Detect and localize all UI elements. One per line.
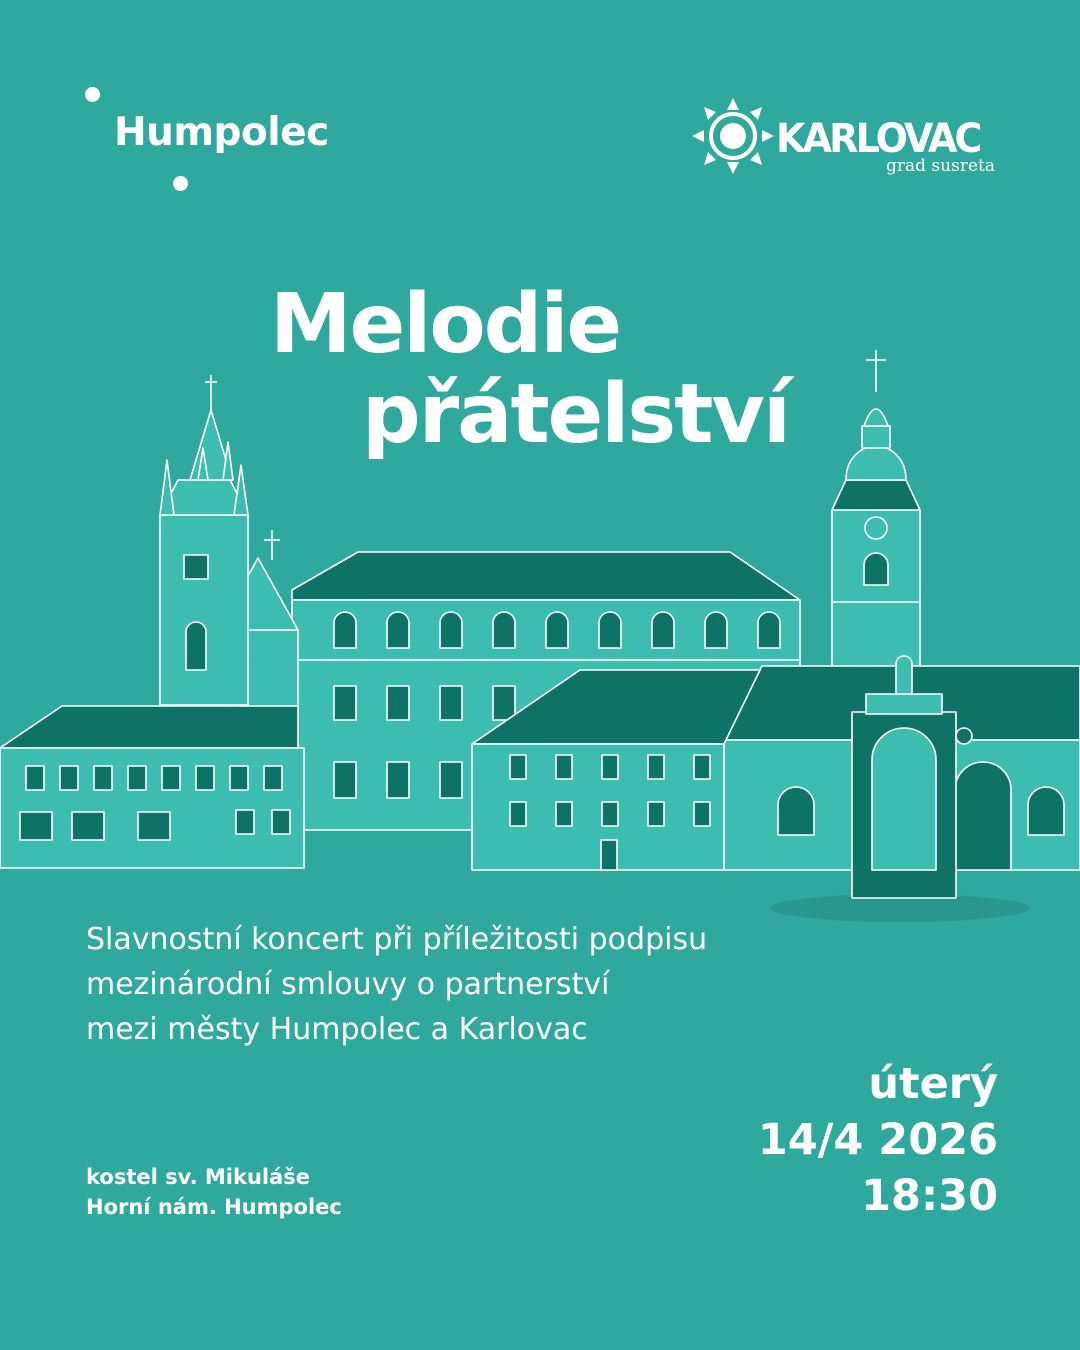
window xyxy=(138,812,170,840)
window xyxy=(440,686,462,720)
title-line-1: Melodie xyxy=(270,277,621,372)
venue-line-1: kostel sv. Mikuláše xyxy=(86,1165,311,1189)
window xyxy=(694,755,710,779)
window xyxy=(387,612,409,648)
karlovac-tagline: grad susreta xyxy=(886,156,995,176)
window xyxy=(26,766,44,790)
karlovac-logo xyxy=(690,96,1000,186)
event-description xyxy=(86,917,707,1052)
window xyxy=(20,812,52,840)
window xyxy=(334,612,356,648)
window xyxy=(128,766,146,790)
description-line-2: mezinárodní smlouvy o partnerství xyxy=(86,967,610,1002)
description-line-3: mezi městy Humpolec a Karlovac xyxy=(86,1012,588,1047)
window xyxy=(648,755,664,779)
window xyxy=(230,766,248,790)
event-date: 14/4 2026 xyxy=(757,1115,998,1165)
window xyxy=(60,766,78,790)
window xyxy=(72,812,104,840)
window xyxy=(648,802,664,826)
event-datetime xyxy=(758,1056,998,1224)
window xyxy=(602,755,618,779)
window xyxy=(556,802,572,826)
logo-dot-bottom xyxy=(173,176,188,191)
left-building xyxy=(0,706,304,868)
window xyxy=(694,802,710,826)
window xyxy=(493,612,515,648)
window xyxy=(94,766,112,790)
window xyxy=(387,762,409,798)
window xyxy=(493,686,515,720)
karlovac-logo-text: KARLOVAC xyxy=(776,116,980,162)
window xyxy=(602,802,618,826)
window xyxy=(272,810,290,834)
logo-dot-top xyxy=(85,87,100,102)
window xyxy=(510,755,526,779)
window xyxy=(652,612,674,648)
window xyxy=(387,686,409,720)
venue-info xyxy=(86,1162,342,1222)
humpolec-logo-text: Humpolec xyxy=(114,110,329,155)
sun-icon xyxy=(690,96,776,176)
right-tower xyxy=(832,350,920,670)
window xyxy=(334,762,356,798)
window xyxy=(196,766,214,790)
page-title xyxy=(270,277,789,462)
window xyxy=(510,802,526,826)
event-time: 18:30 xyxy=(861,1171,998,1221)
window xyxy=(599,612,621,648)
window xyxy=(546,612,568,648)
window xyxy=(236,810,254,834)
window xyxy=(556,755,572,779)
window xyxy=(334,686,356,720)
venue-line-2: Horní nám. Humpolec xyxy=(86,1195,342,1219)
description-line-1: Slavnostní koncert při příležitosti podpisu xyxy=(86,922,708,957)
window xyxy=(758,612,780,648)
window xyxy=(705,612,727,648)
title-line-2: přátelství xyxy=(362,367,789,462)
window xyxy=(162,766,180,790)
window xyxy=(440,762,462,798)
window xyxy=(440,612,462,648)
window xyxy=(264,766,282,790)
event-day: úterý xyxy=(868,1059,998,1109)
